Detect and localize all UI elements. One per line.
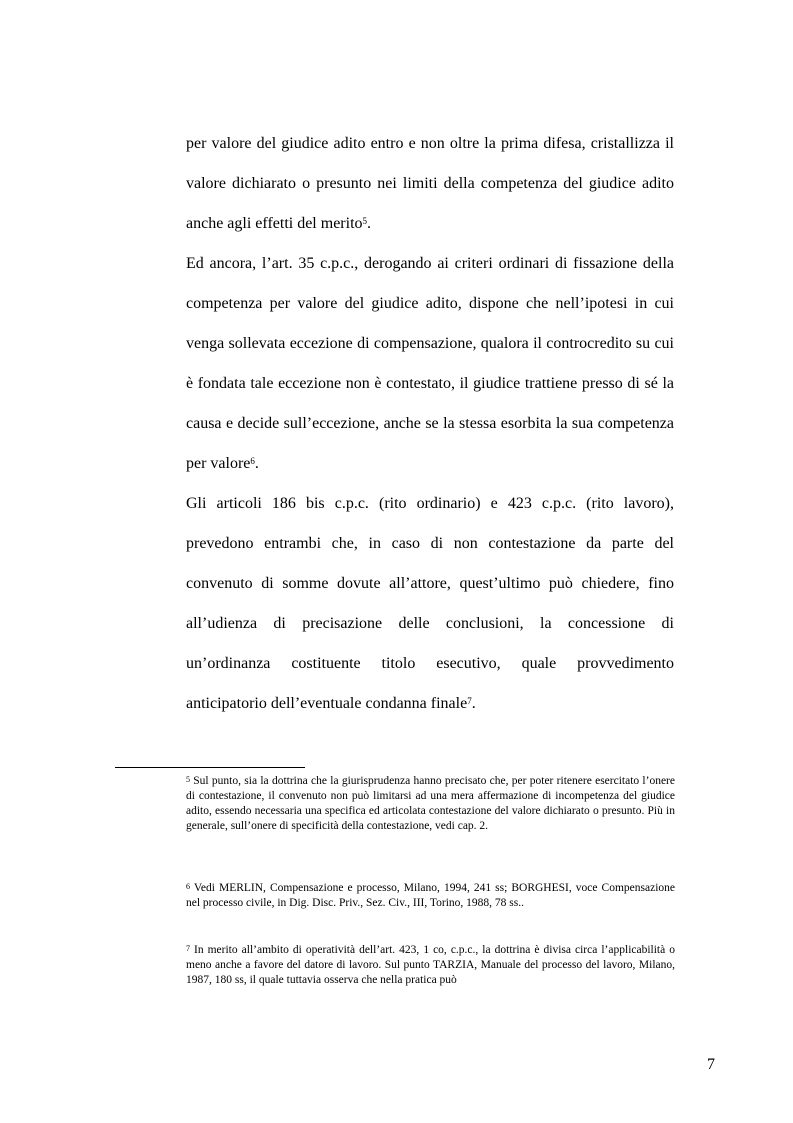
paragraph-1-end: . [367,215,372,232]
footnote-mark-7: 7 [186,944,190,953]
footnote-5-text: Sul punto, sia la dottrina che la giurisprudenza hanno precisato che, per poter ritenere esercitato l’onere di contestazione, il convenuto non può limitarsi ad una mera affermazione di incompetenza del giudice adito, essendo necessaria una specifica ed articolata contestazione del valore dichiarato o presunto. Più in generale, sull’onere di specificità della contestazione, vedi cap. 2. [186,775,675,832]
footnote-mark-5: 5 [186,775,190,784]
footnote-7-text: In merito all’ambito di operatività dell’art. 423, 1 co, c.p.c., la dottrina è divisa circa l’applicabilità o meno anche a favore del datore di lavoro. Sul punto TARZIA, Manuale del processo del lavoro, Milano, 1987, 180 ss, il quale tuttavia osserva che nella pratica può [186,944,675,986]
paragraph-2 [186,244,674,484]
footnote-6 [186,881,675,911]
paragraph-1-text: per valore del giudice adito entro e non oltre la prima difesa, cristallizza il valore dichiarato o presunto nei limiti della competenza del giudice adito anche agli effetti del merito [186,135,674,232]
footnote-mark-6: 6 [186,882,190,891]
main-text [186,124,674,724]
paragraph-3-end: . [471,695,476,712]
footnote-ref-6[interactable]: 6 [250,456,255,466]
paragraph-3 [186,484,674,724]
footnote-5 [186,774,675,834]
footnote-6-text: Vedi MERLIN, Compensazione e processo, Milano, 1994, 241 ss; BORGHESI, voce Compensazione nel processo civile, in Dig. Disc. Priv., Sez. Civ., III, Torino, 1988, 78 ss.. [186,882,675,909]
paragraph-1 [186,124,674,244]
footnote-ref-7[interactable]: 7 [467,696,472,706]
footnote-ref-5[interactable]: 5 [362,216,368,226]
paragraph-2-text: Ed ancora, l’art. 35 c.p.c., derogando ai criteri ordinari di fissazione della competenza per valore del giudice adito, dispone che nell’ipotesi in cui venga sollevata eccezione di compensazione, qualora il controcredito su cui è fondata tale eccezione non è contestato, il giudice trattiene presso di sé la causa e decide sull’eccezione, anche se la stessa esorbita la sua competenza per valore [186,255,674,472]
paragraph-3-text: Gli articoli 186 bis c.p.c. (rito ordinario) e 423 c.p.c. (rito lavoro), prevedono entrambi che, in caso di non contestazione da parte del convenuto di somme dovute all’attore, quest’ultimo può chiedere, fino all’udienza di precisazione delle conclusioni, la concessione di un’ordinanza costituente titolo esecutivo, quale provvedimento anticipatorio dell’eventuale condanna finale [186,495,674,712]
footnote-separator [115,767,305,768]
page-number: 7 [707,1056,715,1073]
paragraph-2-end: . [254,455,259,472]
footnote-7 [186,943,675,988]
